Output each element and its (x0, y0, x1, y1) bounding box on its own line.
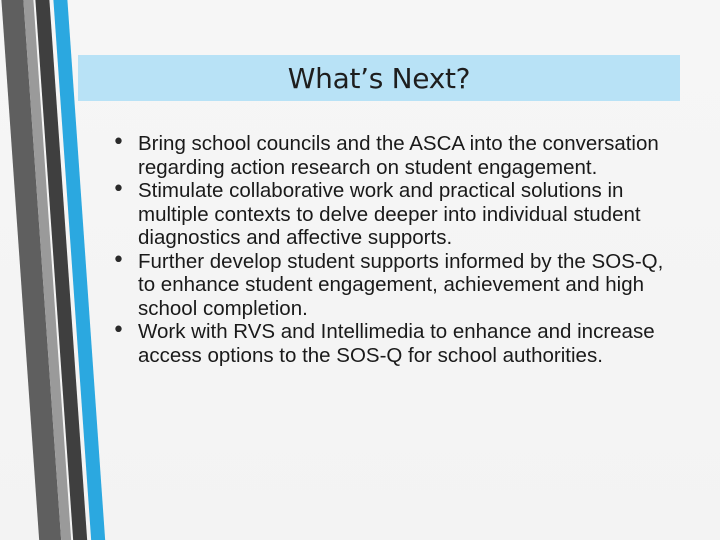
bullet-item (112, 179, 672, 250)
bullet-text: Bring school councils and the ASCA into the conversation regarding action research on student engagement. (138, 132, 659, 179)
bullet-item (112, 132, 672, 179)
bullet-icon: • (112, 177, 125, 202)
bullet-text: Work with RVS and Intellimedia to enhance and increase access options to the SOS-Q for school authorities. (138, 320, 655, 367)
bullet-icon: • (112, 130, 125, 155)
bullet-item (112, 247, 672, 321)
slide-title: What’s Next? (287, 61, 471, 95)
bullet-icon: • (112, 247, 125, 273)
bullet-item (112, 320, 672, 367)
bullet-text: Further develop student supports informed by the SOS-Q, to enhance student engagement, achievement and high school completion. (138, 249, 664, 320)
bullet-text: Stimulate collaborative work and practical solutions in multiple contexts to delve deeper into individual student diagnostics and affective supports. (138, 179, 641, 249)
bullet-list (112, 132, 672, 367)
title-band (78, 55, 680, 101)
bullet-icon: • (112, 318, 125, 343)
